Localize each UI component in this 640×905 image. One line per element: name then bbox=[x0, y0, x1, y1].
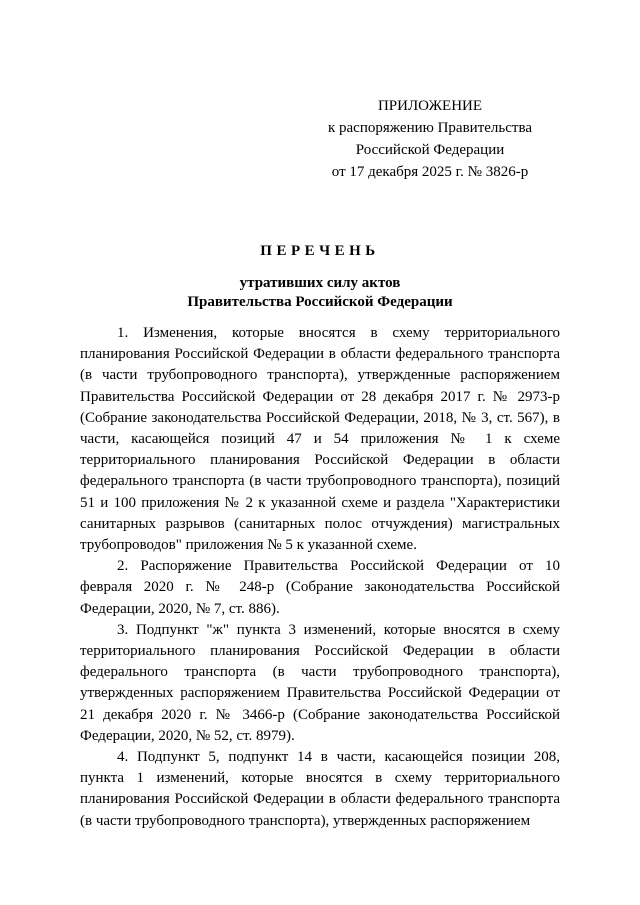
list-item-1: 1. Изменения, которые вносятся в схему территориального планирования Российской Федерации в области федерального транспорта (в части трубопроводного транспорта), утвержденные распоряжением Правительства Российской Федерации от 28 декабря 2017 г. № 2973-р (Собрание законодательства Российской Федерации, 2018, № 3, ст. 567), в части, касающейся позиций 47 и 54 приложения № 1 к схеме территориального планирования Российской Федерации в области федерального транспорта (в части трубопроводного транспорта), позиций 51 и 100 приложения № 2 к указанной схеме и раздела "Характеристики санитарных разрывов (санитарных полос отчуждения) магистральных трубопроводов" приложения № 5 к указанной схеме. bbox=[80, 325, 560, 554]
document-subtitle bbox=[80, 274, 560, 312]
appendix-authority: Российской Федерации bbox=[355, 142, 505, 158]
list-item-2: 2. Распоряжение Правительства Российской Федерации от 10 февраля 2020 г. № 248-р (Собрание законодательства Российской Федерации, 2020, № 7, ст. 886). bbox=[80, 558, 560, 617]
document-title: ПЕРЕЧЕНЬ bbox=[260, 243, 380, 259]
list-item-3: 3. Подпункт "ж" пункта 3 изменений, которые вносятся в схему территориального планирования Российской Федерации в области федерального транспорта (в части трубопроводного транспорта), утвержденных распоряжением Правительства Российской Федерации от 21 декабря 2020 г. № 3466-р (Собрание законодательства Российской Федерации, 2020, № 52, ст. 8979). bbox=[80, 621, 560, 744]
document-body bbox=[80, 323, 560, 832]
list-item-4: 4. Подпункт 5, подпункт 14 в части, касающейся позиции 208, пункта 1 изменений, которые вносятся в схему территориального планирования Российской Федерации в области федерального транспорта (в части трубопроводного транспорта), утвержденных распоряжением bbox=[80, 749, 560, 829]
subtitle-line-2: Правительства Российской Федерации bbox=[187, 294, 453, 310]
appendix-reference: к распоряжению Правительства bbox=[327, 120, 532, 136]
appendix-header bbox=[300, 95, 560, 183]
document-title-block bbox=[80, 240, 560, 312]
subtitle-line-1: утративших силу актов bbox=[239, 275, 401, 291]
appendix-label: ПРИЛОЖЕНИЕ bbox=[377, 98, 483, 114]
appendix-date-number: от 17 декабря 2025 г. № 3826-р bbox=[331, 164, 529, 180]
